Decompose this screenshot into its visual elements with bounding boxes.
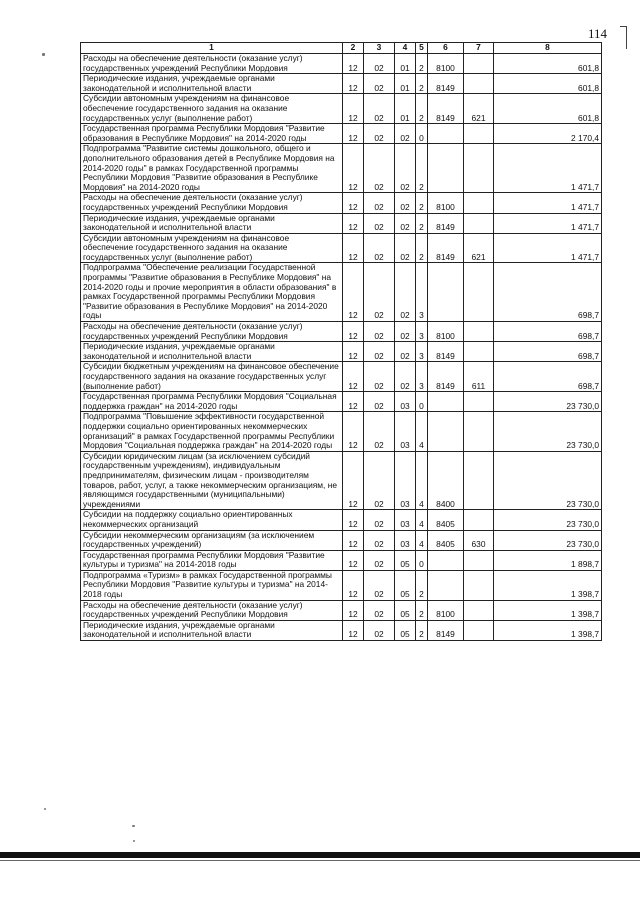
cell-name: Расходы на обеспечение деятельности (оказание услуг) государственных учреждений Республики Мордовия [81,193,343,213]
cell-col-6: 8149 [428,362,464,392]
cell-col-6: 8149 [428,233,464,263]
cell-col-5: 4 [416,510,428,530]
cell-name: Государственная программа Республики Мордовия "Развитие образования в Республике Мордовия" на 2014-2020 годы [81,124,343,144]
cell-name: Периодические издания, учреждаемые органами законодательной и исполнительной власти [81,620,343,640]
cell-col-6: 8100 [428,600,464,620]
cell-col-2: 12 [343,570,364,600]
cell-col-5: 3 [416,322,428,342]
cell-name: Подпрограмма "Обеспечение реализации Государственной программы "Развитие образования в Республике Мордовия" на 2014-2020 годы и прочие мероприятия в области образования" в рамках Государственной программы Республики Мордовия "Развитие образования в Республике Мордовия" на 2014-2020 годы [81,263,343,322]
cell-col-4: 01 [395,74,416,94]
cell-col-7 [464,213,494,233]
cell-col-7: 621 [464,233,494,263]
cell-col-2: 12 [343,233,364,263]
cell-col-5: 4 [416,412,428,451]
cell-col-7 [464,412,494,451]
cell-amount: 1 471,7 [494,233,602,263]
cell-col-6: 8149 [428,94,464,124]
cell-col-3: 02 [364,530,395,550]
header-col-6: 6 [428,43,464,54]
cell-col-7: 611 [464,362,494,392]
cell-col-7 [464,54,494,74]
cell-col-3: 02 [364,213,395,233]
cell-col-2: 12 [343,362,364,392]
cell-amount: 1 898,7 [494,550,602,570]
cell-col-4: 03 [395,530,416,550]
table-row [81,74,602,94]
table-row [81,94,602,124]
cell-name: Расходы на обеспечение деятельности (оказание услуг) государственных учреждений Республики Мордовия [81,322,343,342]
cell-col-4: 02 [395,233,416,263]
cell-amount: 23 730,0 [494,510,602,530]
cell-amount: 1 398,7 [494,620,602,640]
cell-amount: 23 730,0 [494,530,602,550]
cell-col-6: 8149 [428,620,464,640]
cell-col-7 [464,124,494,144]
cell-amount: 1 471,7 [494,213,602,233]
scan-edge-line [0,860,640,861]
cell-col-3: 02 [364,263,395,322]
header-col-1: 1 [81,43,343,54]
cell-amount: 1 471,7 [494,144,602,193]
cell-amount: 23 730,0 [494,412,602,451]
cell-col-3: 02 [364,144,395,193]
table-row [81,124,602,144]
cell-col-4: 01 [395,94,416,124]
cell-col-2: 12 [343,193,364,213]
table-row [81,392,602,412]
table-row [81,530,602,550]
cell-amount: 698,7 [494,263,602,322]
cell-col-3: 02 [364,322,395,342]
cell-col-5: 4 [416,451,428,510]
cell-col-2: 12 [343,74,364,94]
table-row [81,451,602,510]
cell-name: Субсидии юридическим лицам (за исключением субсидий государственным учреждениям), индивидуальным предпринимателям, физическим лицам - производителям товаров, работ, услуг, а также некоммерческим организациям, не являющимся государственными (муниципальными) учреждениями [81,451,343,510]
cell-col-3: 02 [364,510,395,530]
cell-col-4: 03 [395,510,416,530]
cell-col-6 [428,124,464,144]
cell-col-4: 05 [395,550,416,570]
cell-col-3: 02 [364,451,395,510]
scan-speck [44,808,46,810]
cell-amount: 23 730,0 [494,392,602,412]
cell-col-6: 8400 [428,451,464,510]
cell-col-3: 02 [364,54,395,74]
cell-col-2: 12 [343,412,364,451]
cell-col-6 [428,550,464,570]
cell-col-7 [464,144,494,193]
cell-col-2: 12 [343,263,364,322]
cell-col-2: 12 [343,392,364,412]
cell-col-6: 8100 [428,322,464,342]
cell-col-6: 8405 [428,510,464,530]
cell-col-4: 02 [395,213,416,233]
cell-col-4: 02 [395,193,416,213]
cell-name: Государственная программа Республики Мордовия "Развитие культуры и туризма" на 2014-2018 годы [81,550,343,570]
cell-col-4: 01 [395,54,416,74]
cell-col-3: 02 [364,74,395,94]
cell-col-6 [428,263,464,322]
table-row [81,263,602,322]
cell-col-7 [464,263,494,322]
table-header-row [81,43,602,54]
cell-col-2: 12 [343,550,364,570]
cell-col-7 [464,322,494,342]
cell-amount: 698,7 [494,362,602,392]
cell-col-6: 8100 [428,193,464,213]
cell-col-4: 05 [395,600,416,620]
cell-name: Субсидии автономным учреждениям на финансовое обеспечение государственного задания на оказание государственных услуг (выполнение работ) [81,233,343,263]
cell-amount: 601,8 [494,94,602,124]
cell-col-6: 8100 [428,54,464,74]
cell-col-2: 12 [343,530,364,550]
table-row [81,620,602,640]
cell-col-2: 12 [343,124,364,144]
cell-amount: 1 398,7 [494,600,602,620]
cell-col-6: 8149 [428,74,464,94]
cell-col-7 [464,550,494,570]
table-row [81,600,602,620]
cell-name: Подпрограмма «Туризм» в рамках Государственной программы Республики Мордовия "Развитие культуры и туризма" на 2014-2018 годы [81,570,343,600]
cell-col-2: 12 [343,510,364,530]
cell-col-5: 3 [416,362,428,392]
table-row [81,322,602,342]
cell-col-5: 2 [416,54,428,74]
cell-col-6: 8405 [428,530,464,550]
cell-col-6: 8149 [428,213,464,233]
cell-col-3: 02 [364,570,395,600]
cell-col-3: 02 [364,392,395,412]
cell-col-6 [428,570,464,600]
table-row [81,550,602,570]
cell-col-7 [464,74,494,94]
cell-amount: 1 398,7 [494,570,602,600]
cell-col-4: 03 [395,392,416,412]
cell-name: Периодические издания, учреждаемые органами законодательной и исполнительной власти [81,213,343,233]
cell-name: Государственная программа Республики Мордовия "Социальная поддержка граждан" на 2014-2020 годы [81,392,343,412]
cell-col-4: 02 [395,263,416,322]
table-row [81,233,602,263]
cell-name: Подпрограмма "Повышение эффективности государственной поддержки социально ориентированных некоммерческих организаций" в рамках Государственной программы Республики Мордовия "Социальная поддержка граждан" на 2014-2020 годы [81,412,343,451]
cell-col-2: 12 [343,600,364,620]
cell-col-7 [464,193,494,213]
cell-col-6: 8149 [428,342,464,362]
cell-col-4: 05 [395,570,416,600]
header-col-4: 4 [395,43,416,54]
cell-col-3: 02 [364,600,395,620]
scan-speck [133,840,135,842]
cell-col-4: 03 [395,412,416,451]
cell-col-3: 02 [364,620,395,640]
scan-speck [42,53,45,56]
cell-col-5: 0 [416,550,428,570]
header-col-5: 5 [416,43,428,54]
cell-col-5: 2 [416,144,428,193]
cell-col-7 [464,600,494,620]
cell-col-5: 2 [416,213,428,233]
cell-col-5: 2 [416,193,428,213]
header-col-3: 3 [364,43,395,54]
cell-col-5: 4 [416,530,428,550]
cell-amount: 2 170,4 [494,124,602,144]
table-row [81,193,602,213]
cell-col-2: 12 [343,213,364,233]
table-row [81,570,602,600]
cell-col-5: 2 [416,94,428,124]
cell-col-4: 05 [395,620,416,640]
cell-col-3: 02 [364,233,395,263]
scan-edge-bar [0,852,640,858]
table-row [81,412,602,451]
table-row [81,54,602,74]
cell-col-5: 3 [416,263,428,322]
cell-name: Субсидии автономным учреждениям на финансовое обеспечение государственного задания на оказание государственных услуг (выполнение работ) [81,94,343,124]
cell-amount: 23 730,0 [494,451,602,510]
cell-col-5: 2 [416,74,428,94]
cell-col-7 [464,392,494,412]
cell-col-5: 0 [416,392,428,412]
cell-col-2: 12 [343,322,364,342]
cell-col-4: 02 [395,144,416,193]
table-row [81,213,602,233]
cell-col-6 [428,412,464,451]
cell-col-3: 02 [364,412,395,451]
cell-amount: 601,8 [494,74,602,94]
cell-name: Субсидии на поддержку социально ориентированных некоммерческих организаций [81,510,343,530]
cell-amount: 601,8 [494,54,602,74]
cell-col-7 [464,570,494,600]
cell-col-6 [428,392,464,412]
table-row [81,342,602,362]
cell-col-6 [428,144,464,193]
cell-col-5: 2 [416,570,428,600]
cell-name: Субсидии некоммерческим организациям (за исключением государственных учреждений) [81,530,343,550]
cell-col-2: 12 [343,94,364,124]
cell-col-2: 12 [343,620,364,640]
cell-col-7 [464,451,494,510]
cell-col-2: 12 [343,342,364,362]
table-body [81,54,602,641]
cell-col-4: 03 [395,451,416,510]
cell-col-7 [464,510,494,530]
cell-name: Расходы на обеспечение деятельности (оказание услуг) государственных учреждений Республики Мордовия [81,600,343,620]
table-row [81,510,602,530]
cell-col-5: 0 [416,124,428,144]
cell-col-7: 630 [464,530,494,550]
cell-col-7 [464,342,494,362]
cell-amount: 698,7 [494,322,602,342]
table-row [81,144,602,193]
budget-table [80,42,602,641]
cell-col-3: 02 [364,550,395,570]
cell-col-3: 02 [364,94,395,124]
cell-name: Периодические издания, учреждаемые органами законодательной и исполнительной власти [81,74,343,94]
header-col-8: 8 [494,43,602,54]
cell-col-5: 3 [416,342,428,362]
cell-name: Расходы на обеспечение деятельности (оказание услуг) государственных учреждений Республики Мордовия [81,54,343,74]
cell-col-4: 02 [395,342,416,362]
cell-col-2: 12 [343,451,364,510]
cell-col-3: 02 [364,193,395,213]
cell-col-7: 621 [464,94,494,124]
cell-col-4: 02 [395,124,416,144]
cell-col-5: 2 [416,620,428,640]
cell-col-2: 12 [343,144,364,193]
cell-name: Субсидии бюджетным учреждениям на финансовое обеспечение государственного задания на оказание государственных услуг (выполнение работ) [81,362,343,392]
scan-speck [132,825,135,827]
cell-name: Подпрограмма "Развитие системы дошкольного, общего и дополнительного образования детей в Республике Мордовия на 2014-2020 годы" в рамках Государственной программы Республики Мордовия "Развитие образования в Республике Мордовия" на 2014-2020 годы [81,144,343,193]
page-number: 114 [588,26,608,41]
cell-col-5: 2 [416,600,428,620]
cell-amount: 1 471,7 [494,193,602,213]
cell-col-3: 02 [364,124,395,144]
corner-mark [620,26,627,49]
cell-col-3: 02 [364,362,395,392]
table-row [81,362,602,392]
cell-amount: 698,7 [494,342,602,362]
cell-col-2: 12 [343,54,364,74]
cell-col-4: 02 [395,362,416,392]
header-col-7: 7 [464,43,494,54]
cell-col-4: 02 [395,322,416,342]
header-col-2: 2 [343,43,364,54]
cell-col-5: 2 [416,233,428,263]
cell-col-7 [464,620,494,640]
cell-col-3: 02 [364,342,395,362]
cell-name: Периодические издания, учреждаемые органами законодательной и исполнительной власти [81,342,343,362]
